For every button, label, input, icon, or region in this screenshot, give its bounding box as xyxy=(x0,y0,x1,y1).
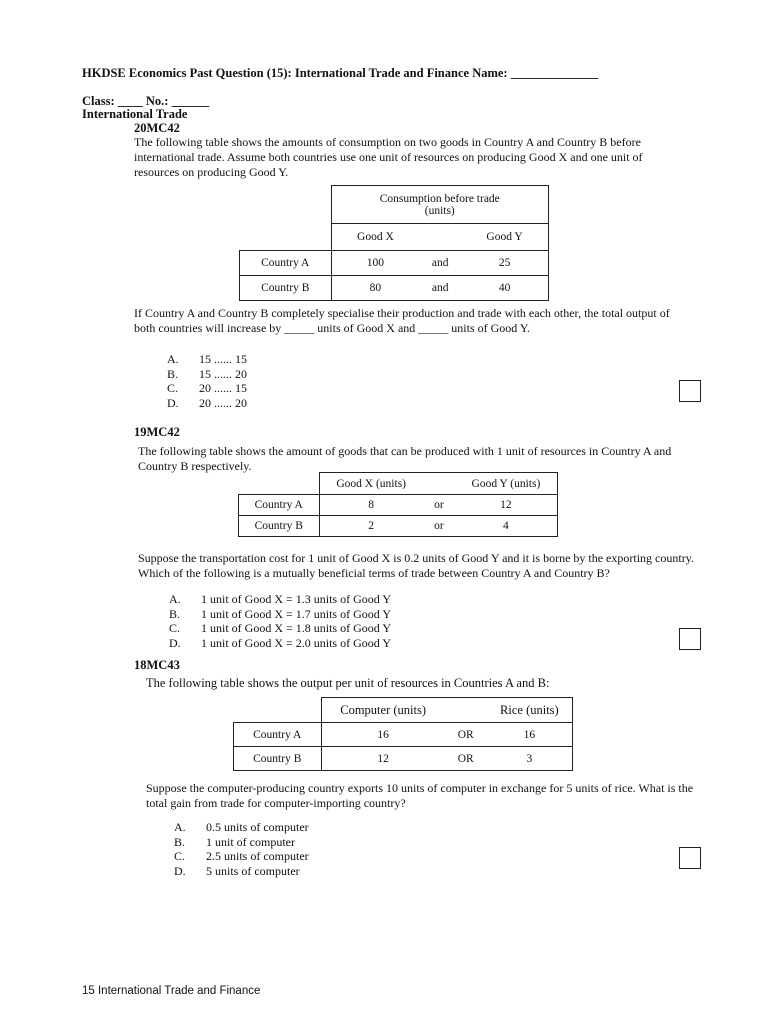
class-number-line[interactable]: Class: ____ No.: ______ xyxy=(82,94,210,108)
option-d[interactable]: D. 5 units of computer xyxy=(174,863,300,878)
q3-col-rice: Rice (units) xyxy=(487,698,573,723)
q2-options xyxy=(169,592,391,650)
section-heading: International Trade xyxy=(82,107,188,121)
q2-table xyxy=(238,472,558,537)
option-c[interactable]: C. 2.5 units of computer xyxy=(174,849,309,863)
q3-options xyxy=(174,820,309,878)
option-b[interactable]: B. 15 ...... 20 xyxy=(167,366,247,381)
q1-table-header: Consumption before trade (units) xyxy=(331,186,549,224)
option-a[interactable]: A. 1 unit of Good X = 1.3 units of Good Y xyxy=(169,592,391,606)
q1-question: If Country A and Country B completely specialise their production and trade with each other, the total output of both countries will increase by _____ units of Good X and _____ units of Good Y. xyxy=(134,306,670,335)
q3-code: 18MC43 xyxy=(134,658,180,672)
option-c[interactable]: C. 1 unit of Good X = 1.8 units of Good Y xyxy=(169,621,391,635)
option-b[interactable]: B. 1 unit of Good X = 1.7 units of Good Y xyxy=(169,606,391,621)
option-b[interactable]: B. 1 unit of computer xyxy=(174,834,295,849)
q2-code: 19MC42 xyxy=(134,425,180,439)
table-row: Country A 8 or 12 xyxy=(239,495,558,516)
q1-col-good-y: Good Y xyxy=(461,224,548,251)
q2-col-good-x: Good X (units) xyxy=(319,473,423,495)
name-field[interactable]: Name: ______________ xyxy=(472,66,599,80)
q1-code: 20MC42 xyxy=(134,121,180,135)
page-title xyxy=(82,66,598,81)
q2-question: Suppose the transportation cost for 1 unit of Good X is 0.2 units of Good Y and it is borne by the exporting country. Which of the following is a mutually beneficial terms of trade between Country A and Country B? xyxy=(138,551,694,580)
option-a[interactable]: A. 15 ...... 15 xyxy=(167,352,247,366)
option-d[interactable]: D. 20 ...... 20 xyxy=(167,395,247,410)
q3-col-computer: Computer (units) xyxy=(321,698,445,723)
worksheet-title: HKDSE Economics Past Question (15): International Trade and Finance xyxy=(82,66,470,80)
q2-col-good-y: Good Y (units) xyxy=(455,473,558,495)
option-c[interactable]: C. 20 ...... 15 xyxy=(167,381,247,395)
option-d[interactable]: D. 1 unit of Good X = 2.0 units of Good Y xyxy=(169,635,391,650)
table-row: Country A 16 OR 16 xyxy=(234,723,573,747)
q1-text: The following table shows the amounts of consumption on two goods in Country A and Country B before international trade. Assume both countries use one unit of resources on producing Good X and one unit of resources on producing Good Y. xyxy=(134,135,643,179)
q1-table xyxy=(239,185,549,301)
q1-col-good-x: Good X xyxy=(331,224,419,251)
table-row: Country B 12 OR 3 xyxy=(234,747,573,771)
q2-text: The following table shows the amount of goods that can be produced with 1 unit of resources in Country A and Country B respectively. xyxy=(138,444,672,473)
option-a[interactable]: A. 0.5 units of computer xyxy=(174,820,309,834)
table-row: Country B 2 or 4 xyxy=(239,516,558,537)
table-row: Country A 100 and 25 xyxy=(240,251,549,276)
table-row: Country B 80 and 40 xyxy=(240,276,549,301)
page-footer: 15 International Trade and Finance xyxy=(82,985,261,997)
q3-answer-box[interactable] xyxy=(679,847,701,869)
q3-table xyxy=(233,697,573,771)
q1-answer-box[interactable] xyxy=(679,380,701,402)
q3-question: Suppose the computer-producing country exports 10 units of computer in exchange for 5 units of rice. What is the total gain from trade for computer-importing country? xyxy=(146,781,694,810)
q2-answer-box[interactable] xyxy=(679,628,701,650)
q1-options xyxy=(167,352,247,410)
q3-text: The following table shows the output per unit of resources in Countries A and B: xyxy=(146,676,550,690)
